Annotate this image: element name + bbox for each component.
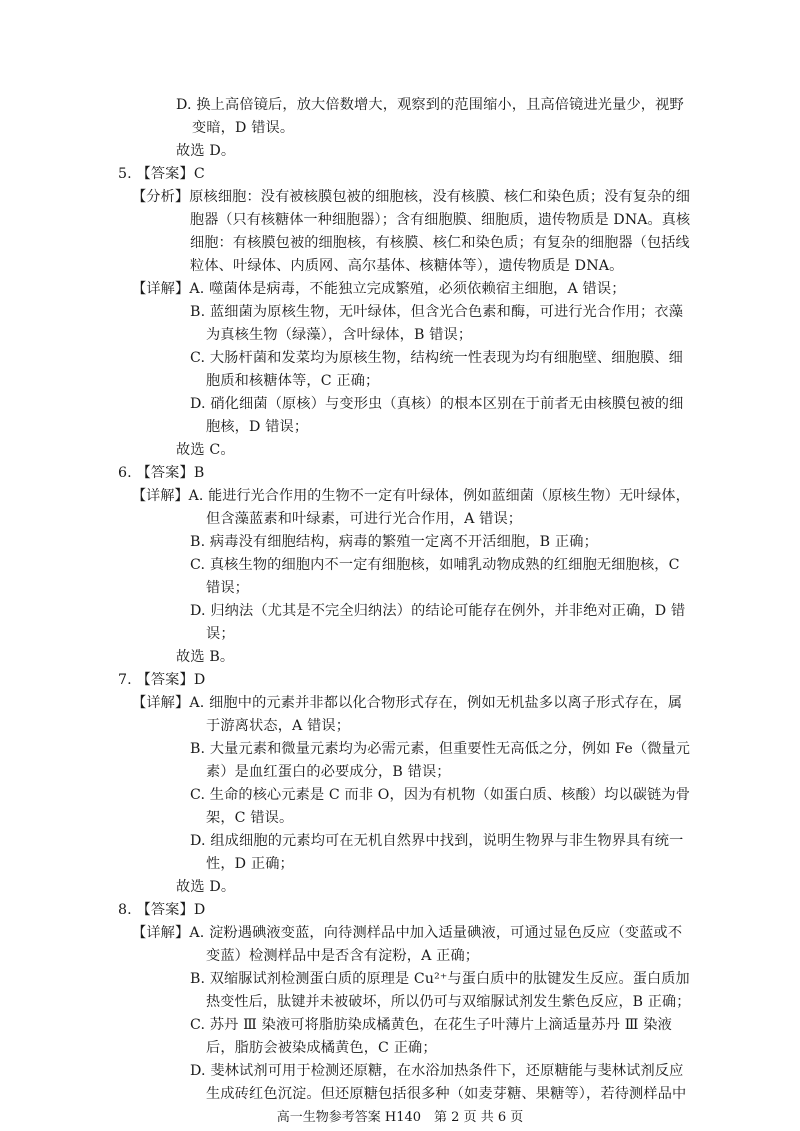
detail-line: 故选 D。 [176, 879, 236, 895]
detail-line: 热变性后，肽键并未被破坏，所以仍可与双缩脲试剂发生紫色反应，B 正确； [206, 994, 691, 1010]
detail-line: C. 生命的核心元素是 C 而非 O，因为有机物（如蛋白质、核酸）均以碳链为骨 [190, 787, 691, 803]
detail-line: 错误； [206, 580, 250, 596]
detail-line: 素）是血红蛋白的必要成分，B 错误； [206, 764, 451, 780]
detail-line: 【详解】A. 能进行光合作用的生物不一定有叶绿体，例如蓝细菌（原核生物）无叶绿体， [132, 488, 690, 504]
detail-line: 后，脂肪会被染成橘黄色，C 正确； [206, 1040, 437, 1056]
detail-line: 于游离状态，A 错误； [206, 718, 351, 734]
detail-line: 胞质和核糖体等，C 正确； [206, 373, 380, 389]
page-footer: 高一生物参考答案 H140 第 2 页 共 6 页 [276, 1110, 524, 1125]
answer-heading: 6. 【答案】B [118, 465, 205, 481]
detail-line: 为真核生物（绿藻），含叶绿体，B 错误； [206, 327, 473, 343]
detail-line: C. 苏丹 Ⅲ 染液可将脂肪染成橘黄色，在花生子叶薄片上滴适量苏丹 Ⅲ 染液 [190, 1017, 672, 1033]
detail-line: 架，C 错误。 [206, 810, 294, 826]
detail-line: B. 双缩脲试剂检测蛋白质的原理是 Cu²⁺与蛋白质中的肽键发生反应。蛋白质加 [190, 971, 690, 987]
text-line: 故选 D。 [176, 143, 236, 159]
analysis-line: 胞器（只有核糖体一种细胞器）；含有细胞膜、细胞质，遗传物质是 DNA。真核 [190, 212, 691, 228]
detail-line: 性，D 正确； [206, 856, 294, 872]
answer-heading: 5. 【答案】C [118, 166, 205, 182]
detail-line: D. 硝化细菌（原核）与变形虫（真核）的根本区别在于前者无由核膜包被的细 [190, 396, 684, 412]
text-line: 变暗，D 错误。 [192, 120, 295, 136]
answer-heading: 8. 【答案】D [118, 902, 206, 918]
detail-line: B. 蓝细菌为原核生物，无叶绿体，但含光合色素和酶，可进行光合作用；衣藻 [190, 304, 684, 320]
detail-line: D. 归纳法（尤其是不完全归纳法）的结论可能存在例外，并非绝对正确，D 错 [190, 603, 686, 619]
analysis-line: 【分析】原核细胞：没有被核膜包被的细胞核，没有核膜、核仁和染色质；没有复杂的细 [132, 189, 691, 205]
analysis-line: 细胞：有核膜包被的细胞核，有核膜、核仁和染色质；有复杂的细胞器（包括线 [190, 235, 690, 251]
detail-line: 但含藻蓝素和叶绿素，可进行光合作用，A 错误； [206, 511, 523, 527]
analysis-line: 粒体、叶绿体、内质网、高尔基体、核糖体等），遗传物质是 DNA。 [190, 258, 624, 274]
detail-line: 故选 C。 [176, 442, 235, 458]
detail-line: 故选 B。 [176, 649, 235, 665]
detail-line: D. 组成细胞的元素均可在无机自然界中找到，说明生物界与非生物界具有统一 [190, 833, 684, 849]
detail-line: C. 大肠杆菌和发菜均为原核生物，结构统一性表现为均有细胞壁、细胞膜、细 [190, 350, 683, 366]
detail-line: 【详解】A. 细胞中的元素并非都以化合物形式存在，例如无机盐多以离子形式存在，属 [132, 695, 683, 711]
text-line: D. 换上高倍镜后，放大倍数增大，观察到的范围缩小，且高倍镜进光量少，视野 [176, 97, 684, 113]
detail-line: C. 真核生物的细胞内不一定有细胞核，如哺乳动物成熟的红细胞无细胞核，C [190, 557, 680, 573]
detail-line: 【详解】A. 淀粉遇碘液变蓝，向待测样品中加入适量碘液，可通过显色反应（变蓝或不 [132, 925, 683, 941]
answer-heading: 7. 【答案】D [118, 672, 206, 688]
detail-line: 胞核，D 错误； [206, 419, 309, 435]
detail-line: 生成砖红色沉淀。但还原糖包括很多种（如麦芽糖、果糖等），若待测样品中 [206, 1086, 687, 1102]
detail-line: 误； [206, 626, 235, 642]
detail-line: D. 斐林试剂可用于检测还原糖，在水浴加热条件下，还原糖能与斐林试剂反应 [190, 1063, 684, 1079]
detail-line: B. 大量元素和微量元素均为必需元素，但重要性无高低之分，例如 Fe（微量元 [190, 741, 691, 757]
detail-line: 变蓝）检测样品中是否含有淀粉，A 正确； [206, 948, 480, 964]
detail-line: 【详解】A. 噬菌体是病毒，不能独立完成繁殖，必须依赖宿主细胞，A 错误； [132, 281, 626, 297]
detail-line: B. 病毒没有细胞结构，病毒的繁殖一定离不开活细胞，B 正确； [190, 534, 598, 550]
